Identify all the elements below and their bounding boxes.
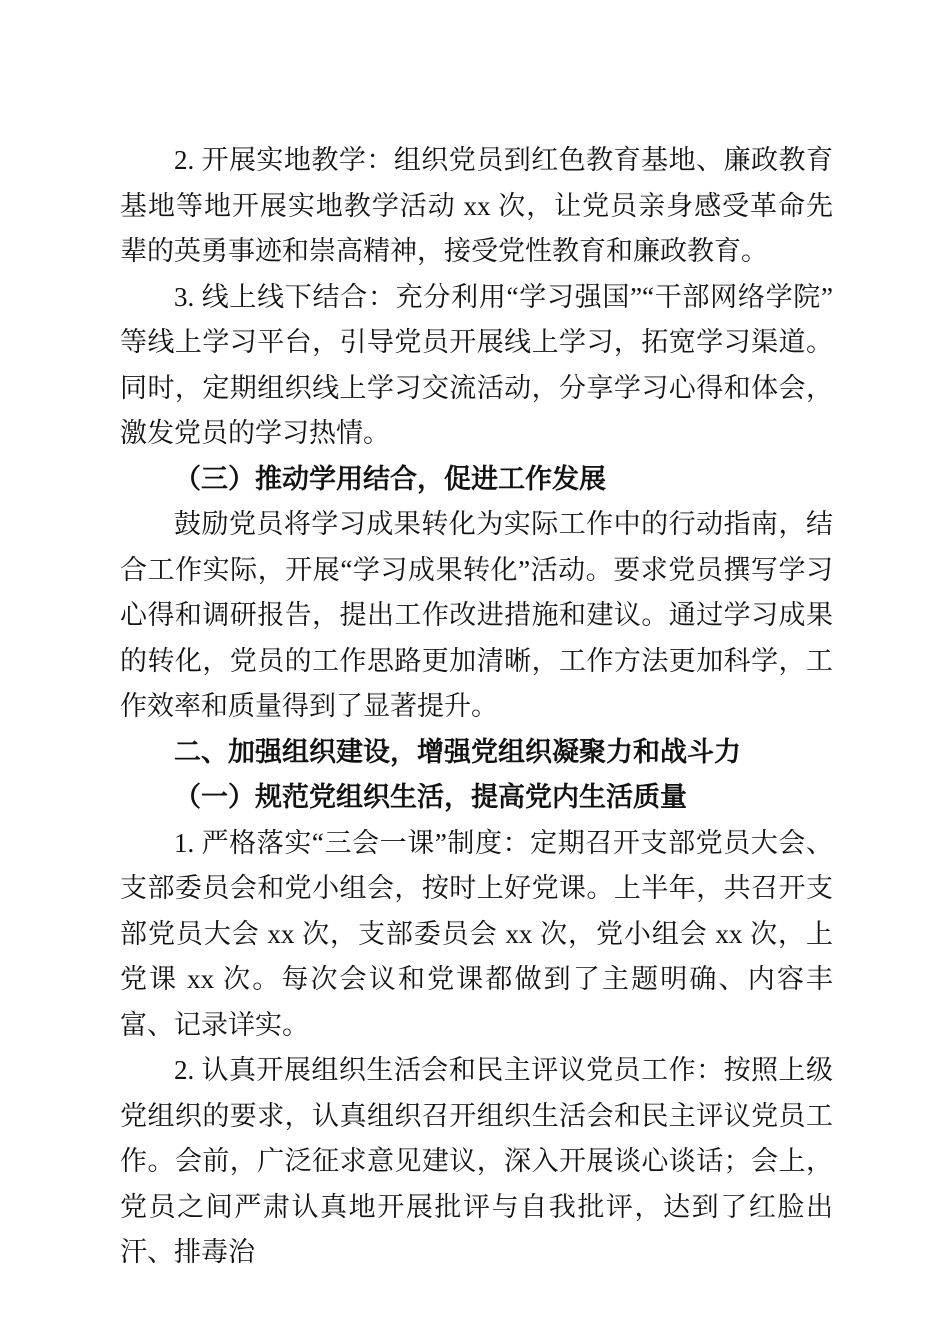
document-body [120, 138, 833, 1276]
heading-promote-learning-application: （三）推动学用结合，促进工作发展 [174, 463, 606, 494]
paragraph-learning-transformation: 鼓励党员将学习成果转化为实际工作中的行动指南，结合工作实际，开展“学习成果转化”活动。要求党员撰写学习心得和调研报告，提出工作改进措施和建议。通过学习成果的转化，党员的工作思路更加清晰，工作方法更加科学，工作效率和质量得到了显著提升。 [120, 509, 833, 721]
paragraph-field-teaching: 2. 开展实地教学：组织党员到红色教育基地、廉政教育基地等地开展实地教学活动 xx 次，让党员亲身感受革命先辈的英勇事迹和崇高精神，接受党性教育和廉政教育。 [120, 145, 833, 266]
heading-section-two-organization-building: 二、加强组织建设，增强党组织凝聚力和战斗力 [174, 736, 741, 767]
paragraph-organization-life-meeting: 2. 认真开展组织生活会和民主评议党员工作：按照上级党组织的要求，认真组织召开组织生活会和民主评议党员工作。会前，广泛征求意见建议，深入开展谈心谈话；会上，党员之间严肃认真地开展批评与自我批评，达到了红脸出汗、排毒治 [120, 1055, 833, 1267]
heading-standardize-party-life: （一）规范党组织生活，提高党内生活质量 [174, 782, 687, 812]
paragraph-online-offline-learning: 3. 线上线下结合：充分利用“学习强国”“干部网络学院”等线上学习平台，引导党员开展线上学习，拓宽学习渠道。同时，定期组织线上学习交流活动，分享学习心得和体会，激发党员的学习热情。 [120, 281, 833, 448]
paragraph-three-meetings-one-lesson: 1. 严格落实“三会一课”制度：定期召开支部党员大会、支部委员会和党小组会，按时上好党课。上半年，共召开支部党员大会 xx 次，支部委员会 xx 次，党小组会 xx 次，上党课 xx 次。每次会议和党课都做到了主题明确、内容丰富、记录详实。 [120, 827, 833, 1040]
